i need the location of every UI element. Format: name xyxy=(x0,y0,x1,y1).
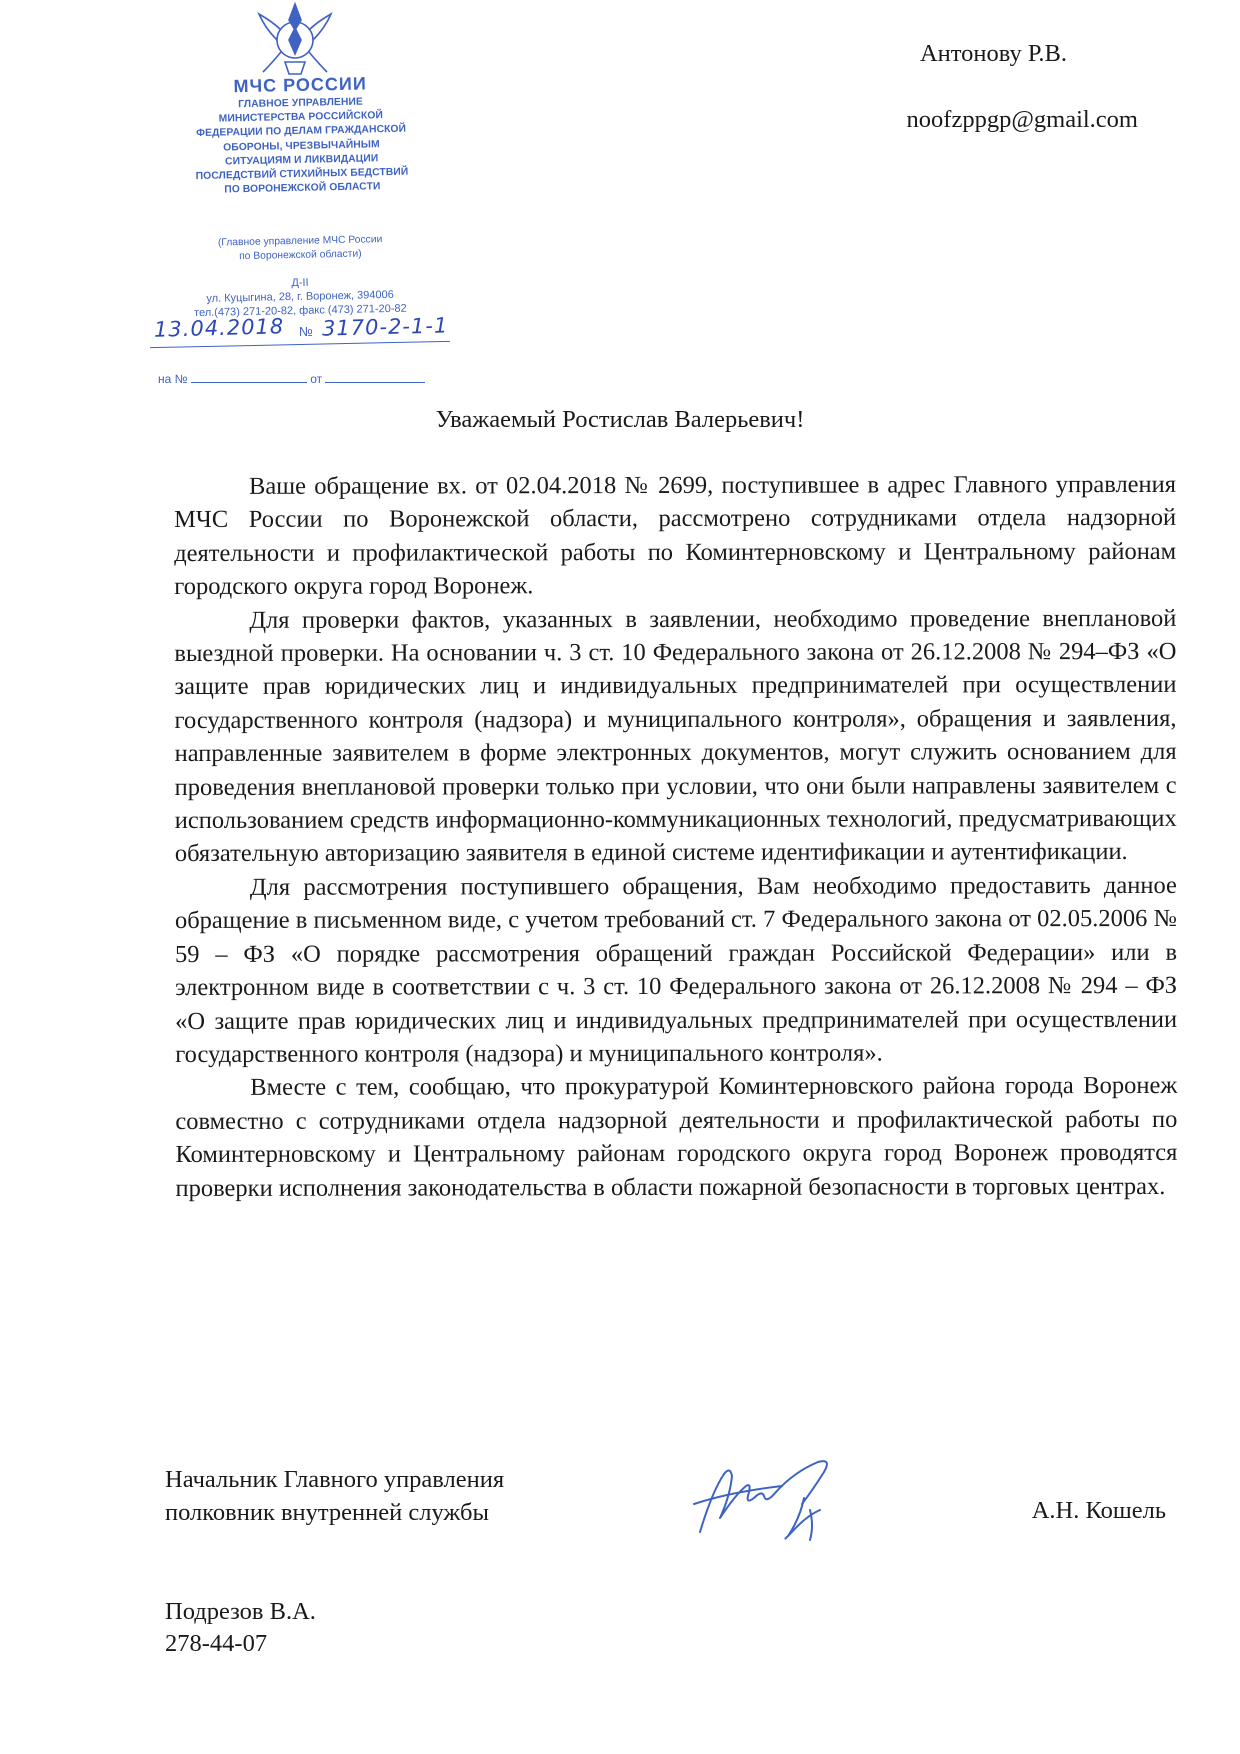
body-paragraph: Для проверки фактов, указанных в заявлении, необходимо проведение внеплановой выездной проверки. На основании ч. 3 ст. 10 Федерального закона от 26.12.2008 № 294–ФЗ «О защите прав юридических лиц и индивидуальных предпринимателей при осуществлении государственного контроля (надзора) и муниципального контроля», обращения и заявления, направленные заявителем в форме электронных документов, могут служить основанием для проведения внеплановой проверки только при условии, что они были направлены заявителем с использованием средств информационно-коммуникационных технологий, предусматривающих обязательную авторизацию заявителя в единой системе идентификации и аутентификации. xyxy=(174,604,1177,868)
addressee-name: Антонову Р.В. xyxy=(919,40,1067,67)
ref-prefix: на № xyxy=(158,372,188,386)
stamp-org-line: ПО ВОРОНЕЖСКОЙ ОБЛАСТИ xyxy=(224,181,381,196)
stamp-org-line: СИТУАЦИЯМ И ЛИКВИДАЦИИ xyxy=(225,153,379,168)
body-paragraph: Для рассмотрения поступившего обращения, Вам необходимо предоставить данное обращение в письменном виде, с учетом требований ст. 7 Федерального закона от 02.05.2006 № 59 – ФЗ «О порядке рассмотрения обращений граждан Российской Федерации» или в электронном виде в соответствии с ч. 3 ст. 10 Федерального закона от 26.12.2008 № 294 – ФЗ «О защите прав юридических лиц и индивидуальных предпринимателей при осуществлении государственного контроля (надзора) и муниципального контроля». xyxy=(174,871,1178,1068)
handwritten-signature-icon xyxy=(690,1452,850,1544)
stamp-address-line: ул. Куцыгина, 28, г. Воронеж, 394006 xyxy=(206,288,394,305)
signer-position xyxy=(165,1463,504,1529)
stamp-dept-code: Д-II xyxy=(291,276,309,290)
stamp-title: МЧС РОССИИ xyxy=(233,73,368,97)
reference-line xyxy=(158,372,458,386)
executor-phone: 278-44-07 xyxy=(165,1630,268,1657)
stamp-org-line: МИНИСТЕРСТВА РОССИЙСКОЙ xyxy=(218,110,384,125)
stamp-organization-name xyxy=(150,72,452,200)
registration-number: 3170-2-1-1 xyxy=(321,313,449,341)
stamp-short-name xyxy=(150,232,451,266)
stamp-short-name-line: (Главное управление МЧС России xyxy=(217,234,383,249)
stamp-phone-line: тел.(473) 271-20-82, факс (473) 271-20-82 xyxy=(193,302,407,320)
body-paragraph: Вместе с тем, сообщаю, что прокуратурой Коминтерновского района города Воронеж совместно с сотрудниками отдела надзорной деятельности и профилактической работы по Коминтерновскому и Центральному районам городского округа город Воронеж проводятся проверки исполнения законодательства в области пожарной безопасности в торговых центрах. xyxy=(175,1072,1178,1202)
stamp-org-line: ПОСЛЕДСТВИЙ СТИХИЙНЫХ БЕДСТВИЙ xyxy=(195,166,409,183)
salutation: Уважаемый Ростислав Валерьевич! xyxy=(435,406,805,433)
number-sign: № xyxy=(299,324,313,339)
signer-rank-line: полковник внутренней службы xyxy=(165,1499,489,1526)
stamp-short-name-line: по Воронежской области) xyxy=(239,248,362,263)
signer-position-line: Начальник Главного управления xyxy=(165,1466,505,1493)
registration-date: 13.04.2018 xyxy=(153,314,285,342)
stamp-org-line: ОБОРОНЫ, ЧРЕЗВЫЧАЙНЫМ xyxy=(223,138,380,154)
executor-name: Подрезов В.А. xyxy=(165,1598,316,1625)
addressee-block xyxy=(906,40,1138,134)
ref-number-blank xyxy=(191,372,307,383)
signer-name: А.Н. Кошель xyxy=(1031,1497,1166,1524)
addressee-email: noofzppgp@gmail.com xyxy=(906,106,1138,133)
stamp-org-line: ГЛАВНОЕ УПРАВЛЕНИЕ xyxy=(238,96,364,111)
mchs-emblem-icon xyxy=(245,0,345,78)
letter-body xyxy=(174,468,1178,1205)
executor-block xyxy=(165,1596,316,1660)
stamp-underline xyxy=(150,341,450,348)
ref-from: от xyxy=(310,372,323,386)
body-paragraph: Ваше обращение вх. от 02.04.2018 № 2699, поступившее в адрес Главного управления МЧС России по Воронежской области, рассмотрено сотрудниками отдела надзорной деятельности и профилактической работы по Коминтерновскому и Центральному районам городского округа город Воронеж. xyxy=(174,470,1177,601)
ref-date-blank xyxy=(325,372,425,383)
organization-stamp xyxy=(150,0,450,400)
stamp-org-line: ФЕДЕРАЦИИ ПО ДЕЛАМ ГРАЖДАНСКОЙ xyxy=(196,124,407,140)
